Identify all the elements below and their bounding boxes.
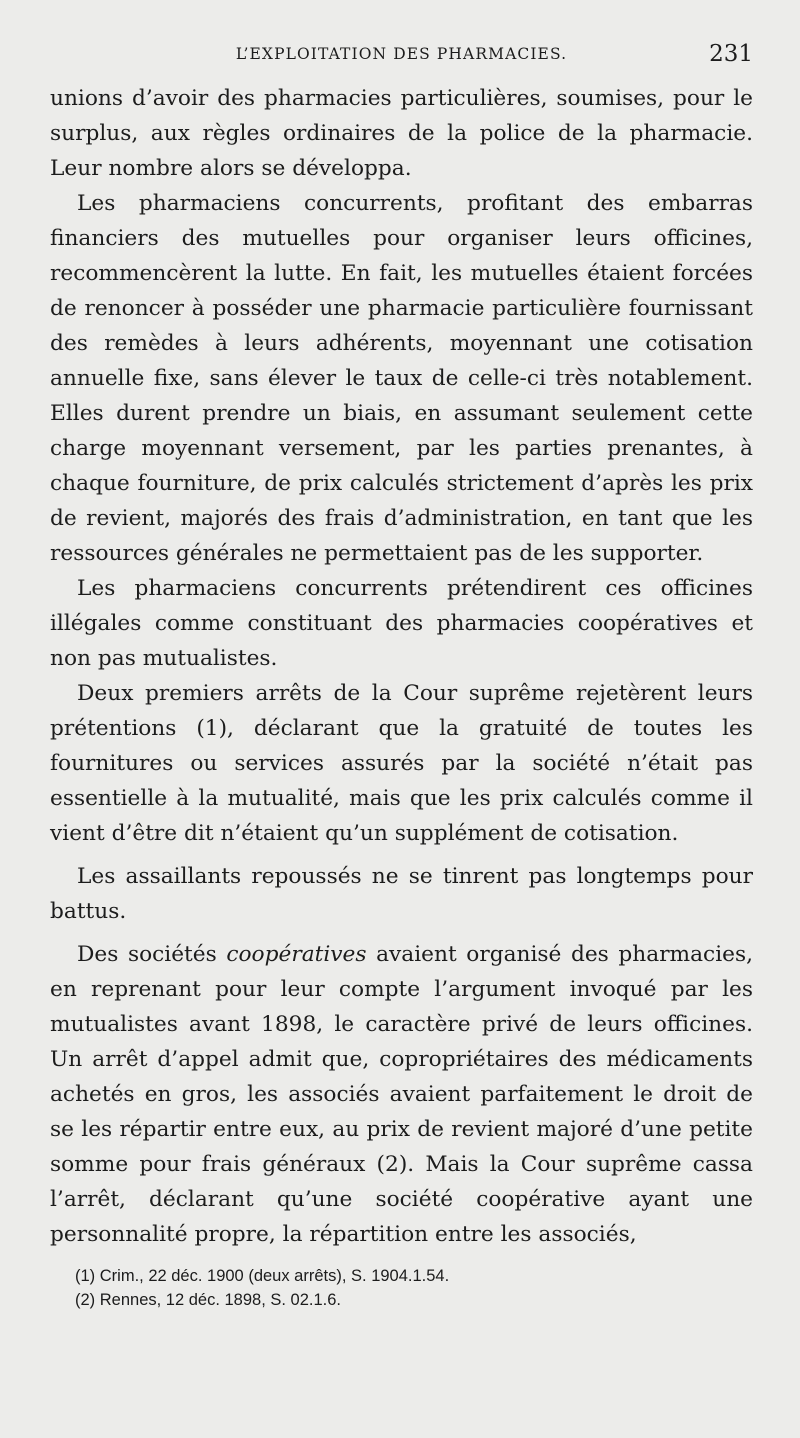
- paragraph: Les assaillants repoussés ne se tinrent pas longtemps pour battus.: [50, 864, 753, 924]
- paragraph-continued: unions d’avoir des pharmacies particulières, soumises, pour le surplus, aux règles ordinaires de la police de la pharmacie. Leur nombre alors se développa.: [50, 86, 753, 181]
- running-header: [50, 34, 753, 74]
- italic-term: coopératives: [226, 942, 367, 967]
- footnote-2: (2) Rennes, 12 déc. 1898, S. 02.1.6.: [75, 1291, 342, 1309]
- paragraph: Deux premiers arrêts de la Cour suprême rejetèrent leurs prétentions (1), déclarant que la gratuité de toutes les fournitures ou services assurés par la société n’était pas essentielle à la mutualité, mais que les prix calculés comme il vient d’être dit n’étaient qu’un supplément de cotisation.: [50, 681, 753, 846]
- paragraph-lead: Des sociétés: [77, 942, 217, 967]
- paragraph: Les pharmaciens concurrents prétendirent ces officines illégales comme constituant des pharmacies coopératives et non pas mutualistes.: [50, 576, 753, 671]
- footnotes: [50, 1264, 753, 1312]
- page-number: 231: [709, 41, 753, 67]
- body-text: [50, 81, 753, 1252]
- paragraph: [50, 937, 753, 1252]
- running-title: L’EXPLOITATION DES PHARMACIES.: [235, 45, 568, 63]
- paragraph: Les pharmaciens concurrents, profitant des embarras financiers des mutuelles pour organiser leurs officines, recommencèrent la lutte. En fait, les mutuelles étaient forcées de renoncer à posséder une pharmacie particulière fournissant des remèdes à leurs adhérents, moyennant une cotisation annuelle fixe, sans élever le taux de celle-ci très notablement. Elles durent prendre un biais, en assumant seulement cette charge moyennant versement, par les parties prenantes, à chaque fourniture, de prix calculés strictement d’après les prix de revient, majorés des frais d’administration, en tant que les ressources générales ne permettaient pas de les supporter.: [50, 191, 753, 566]
- paragraph-rest: avaient organisé des pharmacies, en reprenant pour leur compte l’argument invoqué par les mutualistes avant 1898, le caractère privé de leurs officines. Un arrêt d’appel admit que, copropriétaires des médicaments achetés en gros, les associés avaient parfaitement le droit de se les répartir entre eux, au prix de revient majoré d’une petite somme pour frais généraux (2). Mais la Cour suprême cassa l’arrêt, déclarant qu’une société coopérative ayant une personnalité propre, la répartition entre les associés,: [50, 942, 753, 1247]
- footnote-1: (1) Crim., 22 déc. 1900 (deux arrêts), S. 1904.1.54.: [75, 1267, 450, 1285]
